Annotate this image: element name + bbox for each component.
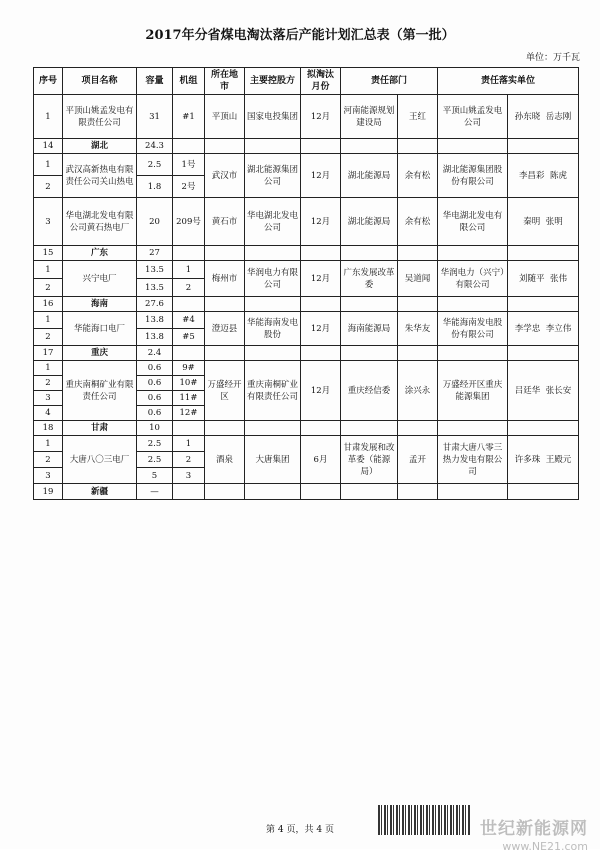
- province-row: [34, 346, 579, 361]
- header-cell: 主要控股方: [245, 68, 301, 95]
- person-1: 李昌彩: [519, 170, 545, 181]
- cell-capacity: 0.6: [137, 391, 173, 406]
- cell-capacity: 5: [137, 468, 173, 484]
- province-row: [34, 297, 579, 312]
- cell-unit: 9#: [173, 361, 205, 376]
- cell-unit: #1: [173, 95, 205, 139]
- cell-company: 万盛经开区重庆能源集团: [438, 361, 508, 421]
- cell-city: 澄迈县: [205, 312, 245, 346]
- cell-owner: 华润电力有限公司: [245, 261, 301, 297]
- cell-persons: [508, 312, 579, 346]
- table-row: [34, 154, 579, 176]
- cell-no: 1: [34, 361, 63, 376]
- cell-person: 涂兴永: [398, 361, 438, 421]
- cell-no: 3: [34, 198, 63, 246]
- header-cell: 责任落实单位: [438, 68, 579, 95]
- table-row: [34, 312, 579, 329]
- person-2: 张明: [545, 216, 563, 227]
- cell-city: 黄石市: [205, 198, 245, 246]
- cell-unit: #5: [173, 329, 205, 346]
- cell-dept: 湖北能源局: [341, 198, 398, 246]
- table-header-row: [34, 68, 579, 95]
- cell-city: 酒泉: [205, 436, 245, 484]
- cell-unit: 10#: [173, 376, 205, 391]
- cell-month: 12月: [301, 312, 341, 346]
- person-2: 张伟: [549, 273, 567, 284]
- cell-capacity: 13.5: [137, 279, 173, 297]
- header-cell: 拟淘汰月份: [301, 68, 341, 95]
- province-row: [34, 421, 579, 436]
- cell-name: 大唐八〇三电厂: [63, 436, 137, 484]
- watermark-url: www.NE21.com: [502, 840, 588, 853]
- cell-no: 2: [34, 176, 63, 198]
- table-row: [34, 361, 579, 376]
- cell-unit: #4: [173, 312, 205, 329]
- cell-unit: 2: [173, 279, 205, 297]
- cell-company: 华润电力（兴宁）有限公司: [438, 261, 508, 297]
- cell-name: 平顶山姚孟发电有限责任公司: [63, 95, 137, 139]
- person-1: 刘随平: [519, 273, 545, 284]
- cell-capacity: —: [137, 484, 173, 500]
- person-1: 李学忠: [514, 323, 541, 334]
- cell-no: 14: [34, 139, 63, 154]
- cell-city: 武汉市: [205, 154, 245, 198]
- cell-unit: 1: [173, 261, 205, 279]
- cell-capacity: 20: [137, 198, 173, 246]
- person-1: 秦明: [523, 216, 541, 227]
- cell-dept: 湖北能源局: [341, 154, 398, 198]
- person-1: 孙东晓: [514, 111, 541, 122]
- cell-capacity: 27: [137, 246, 173, 261]
- cell-capacity: 13.5: [137, 261, 173, 279]
- cell-person: 朱华友: [398, 312, 438, 346]
- cell-no: 4: [34, 406, 63, 421]
- cell-unit: 11#: [173, 391, 205, 406]
- cell-unit: 2号: [173, 176, 205, 198]
- cell-person: 王红: [398, 95, 438, 139]
- cell-unit: 1: [173, 436, 205, 452]
- cell-no: 18: [34, 421, 63, 436]
- cell-no: 19: [34, 484, 63, 500]
- cell-name: 华能海口电厂: [63, 312, 137, 346]
- cell-name: 华电湖北发电有限公司黄石热电厂: [63, 198, 137, 246]
- cell-owner: 华电湖北发电公司: [245, 198, 301, 246]
- person-2: 张长安: [545, 385, 572, 396]
- cell-province: 湖北: [63, 139, 137, 154]
- cell-name: 兴宁电厂: [63, 261, 137, 297]
- cell-no: 15: [34, 246, 63, 261]
- cell-province: 广东: [63, 246, 137, 261]
- cell-owner: 华能海南发电股份: [245, 312, 301, 346]
- cell-unit: 2: [173, 452, 205, 468]
- cell-no: 2: [34, 376, 63, 391]
- cell-persons: [508, 436, 579, 484]
- cell-no: 3: [34, 391, 63, 406]
- cell-month: 12月: [301, 198, 341, 246]
- table-row: [34, 261, 579, 279]
- cell-person: 吴道闻: [398, 261, 438, 297]
- table-row: [34, 95, 579, 139]
- province-row: [34, 246, 579, 261]
- cell-owner: 国家电投集团: [245, 95, 301, 139]
- cell-capacity: 2.4: [137, 346, 173, 361]
- cell-persons: [508, 198, 579, 246]
- cell-no: 17: [34, 346, 63, 361]
- cell-dept: 河南能源规划建设局: [341, 95, 398, 139]
- province-row: [34, 139, 579, 154]
- cell-no: 1: [34, 436, 63, 452]
- cell-company: 华电湖北发电有限公司: [438, 198, 508, 246]
- cell-city: 万盛经开区: [205, 361, 245, 421]
- unit-label: 单位：万千瓦: [525, 53, 580, 63]
- cell-month: 12月: [301, 261, 341, 297]
- header-cell: 序号: [34, 68, 63, 95]
- cell-month: 6月: [301, 436, 341, 484]
- cell-dept: 海南能源局: [341, 312, 398, 346]
- cell-month: 12月: [301, 154, 341, 198]
- cell-owner: 湖北能源集团公司: [245, 154, 301, 198]
- capacity-table: [33, 67, 579, 500]
- cell-company: 平顶山姚孟发电公司: [438, 95, 508, 139]
- cell-city: 梅州市: [205, 261, 245, 297]
- cell-capacity: 27.6: [137, 297, 173, 312]
- cell-capacity: 0.6: [137, 361, 173, 376]
- cell-province: 新疆: [63, 484, 137, 500]
- cell-owner: 重庆南桐矿业有限责任公司: [245, 361, 301, 421]
- cell-no: 1: [34, 261, 63, 279]
- cell-unit: 3: [173, 468, 205, 484]
- cell-capacity: 0.6: [137, 406, 173, 421]
- cell-capacity: 31: [137, 95, 173, 139]
- cell-company: 甘肃大唐八零三热力发电有限公司: [438, 436, 508, 484]
- cell-company: 湖北能源集团股份有限公司: [438, 154, 508, 198]
- person-2: 李立伟: [545, 323, 572, 334]
- cell-capacity: 10: [137, 421, 173, 436]
- header-cell: 所在地市: [205, 68, 245, 95]
- cell-dept: 重庆经信委: [341, 361, 398, 421]
- cell-province: 甘肃: [63, 421, 137, 436]
- header-cell: 机组: [173, 68, 205, 95]
- cell-no: 2: [34, 279, 63, 297]
- page-footer: 第 4 页，共 4 页: [266, 825, 334, 835]
- cell-no: 1: [34, 312, 63, 329]
- cell-person: 余有松: [398, 154, 438, 198]
- cell-persons: [508, 95, 579, 139]
- cell-dept: 广东发展改革委: [341, 261, 398, 297]
- cell-capacity: 2.5: [137, 154, 173, 176]
- cell-capacity: 2.5: [137, 436, 173, 452]
- cell-unit: 1号: [173, 154, 205, 176]
- cell-persons: [508, 261, 579, 297]
- cell-capacity: 2.5: [137, 452, 173, 468]
- cell-company: 华能海南发电股份有限公司: [438, 312, 508, 346]
- cell-dept: 甘肃发展和改革委（能源局）: [341, 436, 398, 484]
- cell-persons: [508, 361, 579, 421]
- cell-capacity: 0.6: [137, 376, 173, 391]
- site-watermark: [480, 814, 588, 853]
- cell-capacity: 13.8: [137, 329, 173, 346]
- cell-owner: 大唐集团: [245, 436, 301, 484]
- person-1: 吕廷华: [514, 385, 541, 396]
- cell-no: 16: [34, 297, 63, 312]
- document-title: 2017年分省煤电淘汰落后产能计划汇总表（第一批）: [145, 28, 455, 43]
- cell-no: 1: [34, 95, 63, 139]
- province-row: [34, 484, 579, 500]
- cell-province: 海南: [63, 297, 137, 312]
- header-cell: 容量: [137, 68, 173, 95]
- person-2: 陈虎: [549, 170, 567, 181]
- person-2: 岳志刚: [545, 111, 572, 122]
- cell-person: 孟开: [398, 436, 438, 484]
- cell-no: 1: [34, 154, 63, 176]
- person-2: 王殿元: [545, 454, 572, 465]
- cell-no: 2: [34, 452, 63, 468]
- person-1: 许多珠: [514, 454, 541, 465]
- cell-unit: 209号: [173, 198, 205, 246]
- header-cell: 责任部门: [341, 68, 438, 95]
- cell-capacity: 1.8: [137, 176, 173, 198]
- cell-month: 12月: [301, 95, 341, 139]
- cell-month: 12月: [301, 361, 341, 421]
- cell-no: 2: [34, 329, 63, 346]
- cell-province: 重庆: [63, 346, 137, 361]
- cell-capacity: 24.3: [137, 139, 173, 154]
- cell-capacity: 13.8: [137, 312, 173, 329]
- cell-person: 余有松: [398, 198, 438, 246]
- watermark-title: 世纪新能源网: [480, 819, 588, 839]
- header-cell: 项目名称: [63, 68, 137, 95]
- cell-name: 重庆南桐矿业有限责任公司: [63, 361, 137, 421]
- cell-name: 武汉高新热电有限责任公司关山热电: [63, 154, 137, 198]
- table-row: [34, 436, 579, 452]
- cell-persons: [508, 154, 579, 198]
- cell-no: 3: [34, 468, 63, 484]
- table-row: [34, 198, 579, 246]
- cell-unit: 12#: [173, 406, 205, 421]
- cell-city: 平顶山: [205, 95, 245, 139]
